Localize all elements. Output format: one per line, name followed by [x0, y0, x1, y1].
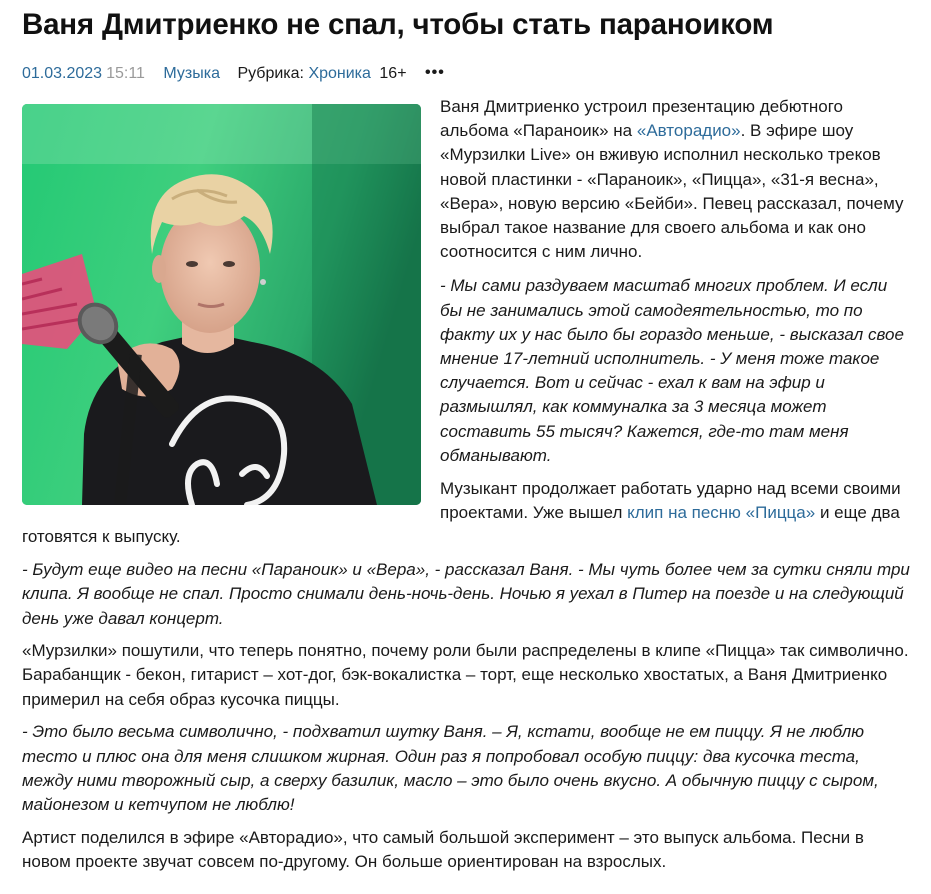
- rubric-label: Рубрика:: [237, 65, 304, 82]
- quote-paragraph: - Будут еще видео на песни «Параноик» и «Вера», - рассказал Ваня. - Мы чуть более чем за сутки сняли три клипа. Я вообще не спал. Просто снимали день-ночь-день. Ночью я уехал в Питер на поезде и на следующий день уже давал концерт.: [22, 560, 910, 628]
- article-body: [22, 95, 912, 883]
- quote-paragraph: - Мы сами раздуваем масштаб многих проблем. И если бы не занимались этой самодеятельностью, то по факту их у нас было бы гораздо меньше, - высказал свое мнение 17-летний исполнитель. - У меня тоже такое случается. Вот и сейчас - ехал к вам на эфир и размышлял, как коммуналка за 3 месяца может составить 55 тысяч? Кажется, где-то там меня обманывают.: [440, 276, 904, 465]
- quote-paragraph: - Это было весьма символично, - подхватил шутку Ваня. – Я, кстати, вообще не ем пиццу. Я не люблю тесто и плюс она для меня слишком жирная. Один раз я попробовал особую пиццу: два кусочка теста, между ними творожный сыр, а сверху базилик, масло – это было очень вкусно. А обычную пиццу с сыром, майонезом и кетчупом не люблю!: [22, 722, 879, 814]
- photo-float-spacer: [22, 95, 440, 507]
- pizza-clip-link[interactable]: клип на песню «Пицца»: [627, 503, 816, 523]
- paragraph-text: Ваня Дмитриенко устроил презентацию дебютного альбома «Параноик» на: [440, 97, 843, 141]
- paragraph: Артист поделился в эфире «Авторадио», что самый большой эксперимент – это выпуск альбома. Песни в новом проекте звучат совсем по-другому. Он больше ориентирован на взрослых.: [22, 827, 864, 871]
- more-options-icon[interactable]: •••: [424, 64, 445, 81]
- paragraph-text: Музыкант продолжает работать ударно над всеми своими проектами. Уже вышел: [440, 479, 901, 523]
- autoradio-link[interactable]: «Авторадио»: [636, 121, 741, 141]
- age-rating-badge: 16+: [379, 65, 407, 82]
- publish-time: 15:11: [106, 65, 145, 82]
- article-title: Ваня Дмитриенко не спал, чтобы стать параноиком: [22, 8, 774, 41]
- paragraph: «Мурзилки» пошутили, что теперь понятно, почему роли были распределены в клипе «Пицца» так символично. Барабанщик - бекон, гитарист – хот-дог, бэк-вокалистка – торт, еще несколько хвостатых, а Ваня Дмитриенко примерил на себя образ кусочка пиццы.: [22, 641, 909, 709]
- category-link[interactable]: Музыка: [163, 65, 220, 82]
- rubric-link[interactable]: Хроника: [308, 65, 371, 82]
- publish-date: 01.03.2023: [22, 65, 103, 82]
- article-meta: [22, 62, 445, 86]
- paragraph-text: . В эфире шоу «Мурзилки Live» он вживую исполнил несколько треков новой пластинки - «Параноик», «Пицца», «31-я весна», «Вера», новую версию «Бейби». Певец рассказал, почему выбрал такое название для своего альбома и как оно соотносится с ним лично.: [440, 121, 904, 262]
- paragraph-text: и еще два готовятся к выпуску.: [22, 503, 900, 547]
